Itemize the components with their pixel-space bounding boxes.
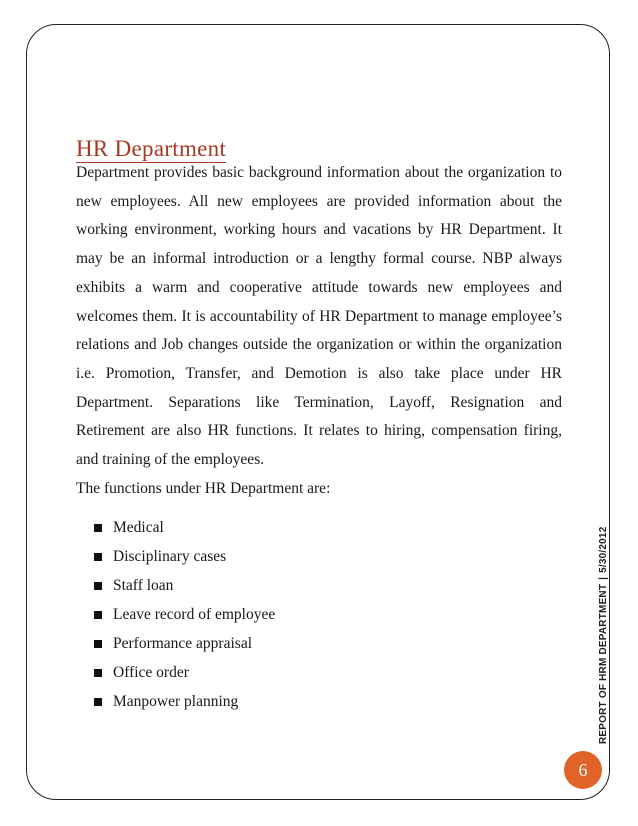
list-item-label: Medical [113,519,164,536]
section-paragraph: Department provides basic background information about the organization to new employees. All new employees are provided information about the working environment, working hours and vacations by HR Department. It may be an informal introduction or a lengthy formal course. NBP always exhibits a warm and cooperative attitude towards new employees and welcomes them. It is accountability of HR Department to manage employee’s relations and Job changes outside the organization or within the organization i.e. Promotion, Transfer, and Demotion is also take place under HR Department. Separations like Termination, Layoff, Resignation and Retirement are also HR functions. It relates to hiring, compensation firing, and training of the employees. [76,164,562,469]
functions-intro: The functions under HR Department are: [76,480,331,497]
list-item-label: Leave record of employee [113,606,276,623]
square-bullet-icon [94,698,102,706]
square-bullet-icon [94,524,102,532]
list-item-label: Staff loan [113,577,174,594]
list-item [94,517,275,546]
list-item [94,604,275,633]
list-item [94,633,275,662]
square-bullet-icon [94,640,102,648]
report-title: REPORT OF HRM DEPARTMENT [598,583,609,744]
square-bullet-icon [94,669,102,677]
list-item-label: Performance appraisal [113,635,253,652]
list-item [94,546,275,575]
report-date: 5/30/2012 [598,526,609,573]
section-heading: HR Department [76,136,227,161]
list-item [94,575,275,604]
list-item-label: Manpower planning [113,693,239,710]
functions-list [94,517,275,720]
square-bullet-icon [94,611,102,619]
square-bullet-icon [94,582,102,590]
square-bullet-icon [94,553,102,561]
report-footer-vertical [598,526,610,744]
list-item-label: Disciplinary cases [113,548,227,565]
list-item-label: Office order [113,664,189,681]
footer-separator: | [598,576,609,580]
list-item [94,691,275,720]
page-number-badge: 6 [564,751,602,789]
list-item [94,662,275,691]
